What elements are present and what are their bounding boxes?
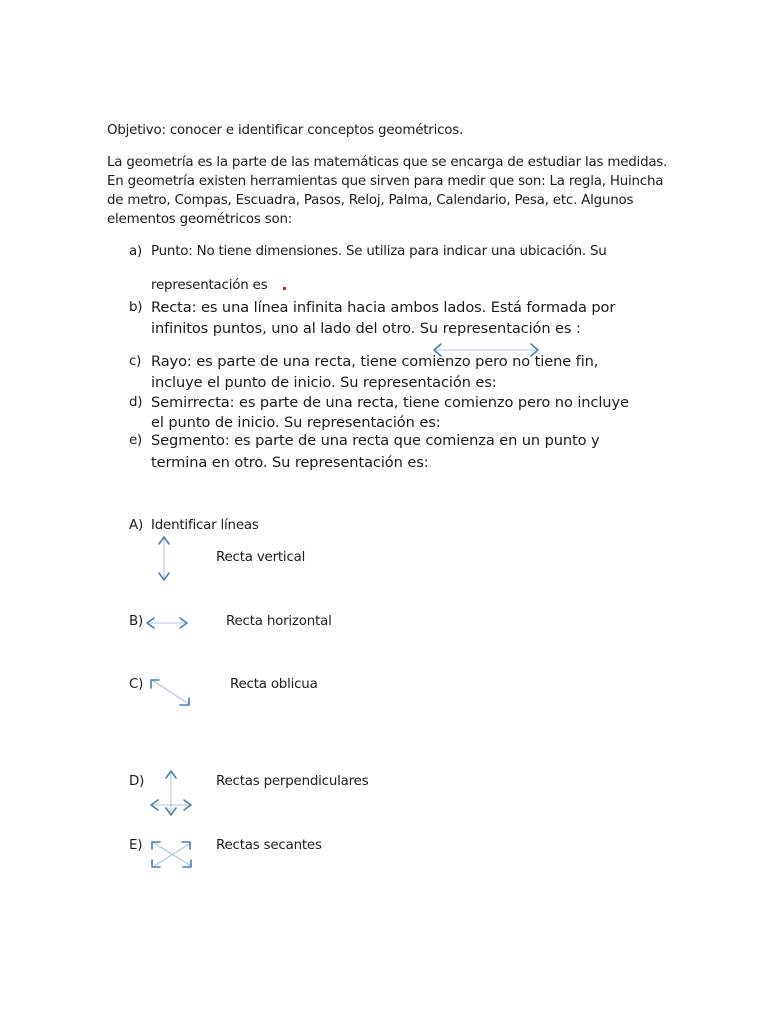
concept-c-marker: c): [129, 354, 142, 369]
item-c-marker: C): [129, 677, 144, 692]
perpendicular-lines-label: Rectas perpendiculares: [216, 774, 369, 789]
concept-e-line2: termina en otro. Su representación es:: [151, 454, 429, 471]
oblique-line-label: Recta oblicua: [230, 677, 318, 692]
concept-d-line2: el punto de inicio. Su representación es:: [151, 414, 441, 431]
concept-d-line1: Semirrecta: es parte de una recta, tiene comienzo pero no incluye: [151, 394, 629, 411]
concept-e-line1: Segmento: es parte de una recta que comienza en un punto y: [151, 432, 600, 449]
perpendicular-lines-icon: [151, 771, 191, 815]
section-a-marker: A): [129, 518, 143, 533]
intro-paragraph: La geometría es la parte de las matemáticas que se encarga de estudiar las medidas. En geometría existen herramientas que sirven para medir que son: La regla, Huincha de metro, Compas, Escuadra, Pasos, Reloj, Palma, Calendario, Pesa, etc. Algunos elementos geométricos son:: [107, 155, 668, 227]
concept-c-line1: Rayo: es parte de una recta, tiene comienzo pero no tiene fin,: [151, 353, 599, 370]
vertical-line-icon: [159, 537, 169, 580]
horizontal-line-icon: [147, 618, 187, 628]
concept-a-marker: a): [129, 244, 143, 259]
item-d-marker: D): [129, 774, 145, 789]
item-b-marker: B): [129, 614, 144, 629]
objective-text: Objetivo: conocer e identificar conceptos geométricos.: [107, 123, 464, 138]
oblique-line-icon: [151, 680, 189, 705]
concept-d-marker: d): [129, 395, 143, 410]
concept-c-line2: incluye el punto de inicio. Su representación es:: [151, 374, 497, 391]
concept-a-line1: Punto: No tiene dimensiones. Se utiliza para indicar una ubicación. Su: [151, 244, 607, 259]
concept-b-line2: infinitos puntos, uno al lado del otro. Su representación es :: [151, 320, 581, 337]
item-e-marker: E): [129, 838, 143, 853]
concept-a-line2: representación es: [151, 278, 268, 293]
vertical-line-label: Recta vertical: [216, 550, 306, 565]
section-title: Identificar líneas: [151, 518, 259, 533]
point-icon: [283, 287, 286, 290]
secant-lines-label: Rectas secantes: [216, 838, 322, 853]
horizontal-line-label: Recta horizontal: [226, 614, 332, 629]
secant-lines-icon: [152, 842, 191, 867]
concept-b-line1: Recta: es una línea infinita hacia ambos lados. Está formada por: [151, 299, 616, 316]
concept-b-marker: b): [129, 300, 143, 315]
concept-e-marker: e): [129, 433, 143, 448]
